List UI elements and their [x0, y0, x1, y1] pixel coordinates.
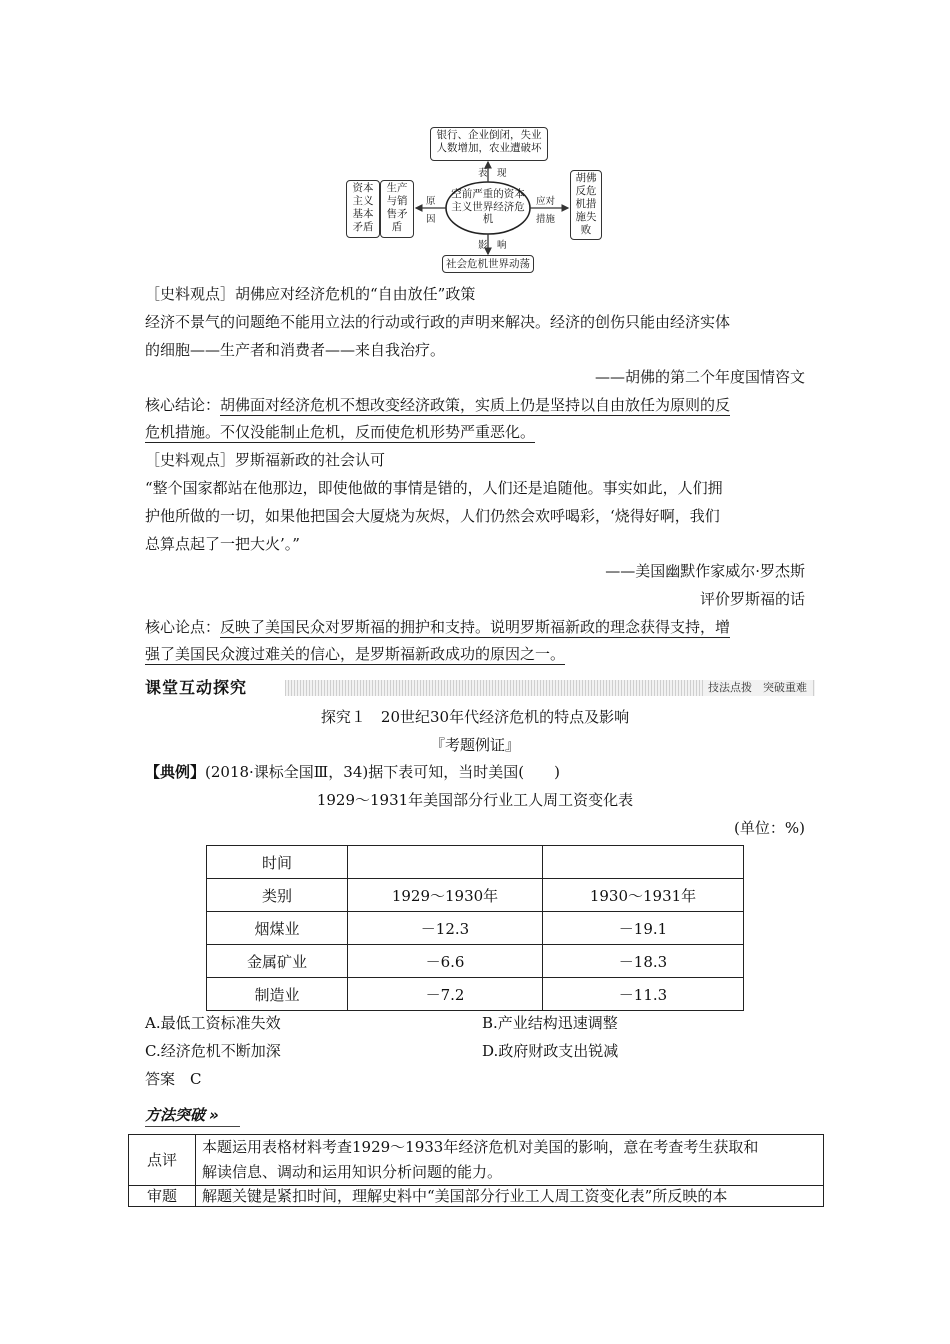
- table-row: [207, 879, 744, 912]
- section1-line-2: 的细胞——生产者和消费者——来自我治疗。: [145, 341, 446, 359]
- left-inner-line: 盾: [391, 221, 403, 233]
- example-text: (2018·课标全国Ⅲ，34)据下表可知，当时美国( ): [205, 763, 560, 781]
- explore-subtitle: 『考题例证』: [429, 736, 520, 754]
- diagram-right-box: [570, 170, 602, 240]
- top-box-line: 银行、企业倒闭，失业: [436, 129, 542, 141]
- diagram-left-label-1: 原: [426, 196, 436, 207]
- section2-source-1: ——美国幽默作家威尔·罗杰斯: [605, 562, 805, 580]
- table-title: 1929～1931年美国部分行业工人周工资变化表: [316, 791, 634, 809]
- left-outer-line: 基本: [352, 208, 374, 220]
- row-value: －11.3: [543, 978, 744, 1011]
- section1-source: ——胡佛的第二个年度国情咨文: [594, 368, 805, 386]
- crisis-diagram: [340, 122, 610, 274]
- explore-title: 探究１ 20世纪30年代经济危机的特点及影响: [320, 708, 630, 726]
- section2-conclusion-2: [145, 644, 565, 664]
- row-text: 解题关键是紧扣时间，理解史料中“美国部分行业工人周工资变化表”所反映的本: [196, 1186, 824, 1207]
- row-category: 制造业: [207, 978, 348, 1011]
- section1-conclusion-2: [145, 422, 535, 442]
- method-table: [128, 1134, 824, 1207]
- section1-conclusion-1: [145, 395, 730, 415]
- diagram-top-box: [430, 127, 548, 161]
- diagram-top-label: 表 现: [478, 168, 507, 179]
- diagram-bottom-box: 社会危机世界动荡: [442, 255, 534, 273]
- left-outer-line: 主义: [352, 195, 374, 207]
- section2-conclusion-1: [145, 617, 730, 637]
- option-c[interactable]: C.经济危机不断加深: [145, 1042, 281, 1060]
- section2-source-2: 评价罗斯福的话: [699, 590, 805, 608]
- conclusion-label: 核心论点：: [145, 618, 221, 636]
- example-label: 【典例】: [145, 763, 206, 781]
- row-value: －6.6: [348, 945, 543, 978]
- option-a[interactable]: A.最低工资标准失效: [145, 1014, 281, 1032]
- header-blank: [348, 846, 543, 879]
- conclusion-text: 反映了美国民众对罗斯福的拥护和支持。说明罗斯福新政的理念获得支持，增: [220, 618, 731, 636]
- row-text-line: 解读信息、调动和运用知识分析问题的能力。: [202, 1163, 503, 1181]
- table-unit: (单位：%): [734, 819, 805, 837]
- section-bar-title: 课堂互动探究: [145, 678, 248, 697]
- method-title: 方法突破: [145, 1106, 206, 1124]
- header-blank: [543, 846, 744, 879]
- right-box-line: 败: [580, 224, 592, 236]
- right-box-line: 机措: [575, 198, 597, 210]
- top-box-line: 人数增加，农业遭破坏: [436, 142, 542, 154]
- section1-heading: ［史料观点］胡佛应对经济危机的“自由放任”政策: [145, 285, 476, 303]
- conclusion-text: 强了美国民众渡过难关的信心，是罗斯福新政成功的原因之一。: [145, 645, 566, 663]
- double-chevron-icon: »: [209, 1106, 219, 1124]
- table-row: [129, 1135, 824, 1186]
- table-row: [207, 912, 744, 945]
- row-value: －19.1: [543, 912, 744, 945]
- diagram-left-inner-box: [380, 180, 414, 238]
- row-value: －18.3: [543, 945, 744, 978]
- section1-line-1: 经济不景气的问题绝不能用立法的行动或行政的声明来解决。经济的创伤只能由经济实体: [145, 313, 731, 331]
- wage-table: [206, 845, 744, 1011]
- row-value: －7.2: [348, 978, 543, 1011]
- right-box-line: 反危: [575, 185, 597, 197]
- diagram-left-outer-box: [346, 180, 380, 238]
- example-line: [145, 762, 560, 782]
- section2-heading: ［史料观点］罗斯福新政的社会认可: [145, 451, 386, 469]
- left-inner-line: 与销: [386, 195, 408, 207]
- table-row: [129, 1186, 824, 1207]
- table-row: [207, 945, 744, 978]
- diagram-center: 空前严重的资本主义世界经济危机: [451, 188, 525, 225]
- conclusion-text: 危机措施。不仅没能制止危机，反而使危机形势严重恶化。: [145, 423, 536, 441]
- left-inner-line: 生产: [386, 182, 408, 194]
- conclusion-label: 核心结论：: [145, 396, 221, 414]
- row-text: [196, 1135, 824, 1186]
- right-box-line: 施失: [575, 211, 597, 223]
- header-category: 类别: [207, 879, 348, 912]
- option-b[interactable]: B.产业结构迅速调整: [482, 1014, 618, 1032]
- row-label: 审题: [129, 1186, 196, 1207]
- row-category: 烟煤业: [207, 912, 348, 945]
- answer: 答案 C: [145, 1070, 202, 1088]
- row-label: 点评: [129, 1135, 196, 1186]
- right-box-line: 胡佛: [575, 172, 597, 184]
- left-outer-line: 矛盾: [352, 221, 374, 233]
- section-bar: [145, 677, 815, 699]
- header-period: 1929～1930年: [348, 879, 543, 912]
- section-bar-subtitle: 技法点拨 突破重难: [704, 680, 811, 696]
- diagram-right-label-2: 措施: [536, 214, 556, 225]
- table-row: [207, 846, 744, 879]
- row-value: －12.3: [348, 912, 543, 945]
- diagram-left-label-2: 因: [426, 214, 436, 225]
- conclusion-text: 胡佛面对经济危机不想改变经济政策，实质上仍是坚持以自由放任为原则的反: [220, 396, 731, 414]
- table-row: [207, 978, 744, 1011]
- header-period: 1930～1931年: [543, 879, 744, 912]
- section2-line-1: “整个国家都站在他那边，即使他做的事情是错的，人们还是追随他。事实如此，人们拥: [145, 479, 723, 497]
- section2-line-3: 总算点起了一把大火’。”: [145, 535, 300, 553]
- section2-line-2: 护他所做的一切，如果他把国会大厦烧为灰烬，人们仍然会欢呼喝彩，‘烧得好啊，我们: [145, 507, 720, 525]
- left-outer-line: 资本: [352, 182, 374, 194]
- left-inner-line: 售矛: [386, 208, 408, 220]
- method-heading: [145, 1104, 240, 1127]
- header-time: 时间: [207, 846, 348, 879]
- row-category: 金属矿业: [207, 945, 348, 978]
- diagram-bottom-label: 影 响: [478, 240, 507, 251]
- row-text-line: 本题运用表格材料考查1929～1933年经济危机对美国的影响，意在考查考生获取和: [202, 1138, 759, 1156]
- option-d[interactable]: D.政府财政支出锐减: [482, 1042, 619, 1060]
- diagram-right-label-1: 应对: [536, 196, 556, 207]
